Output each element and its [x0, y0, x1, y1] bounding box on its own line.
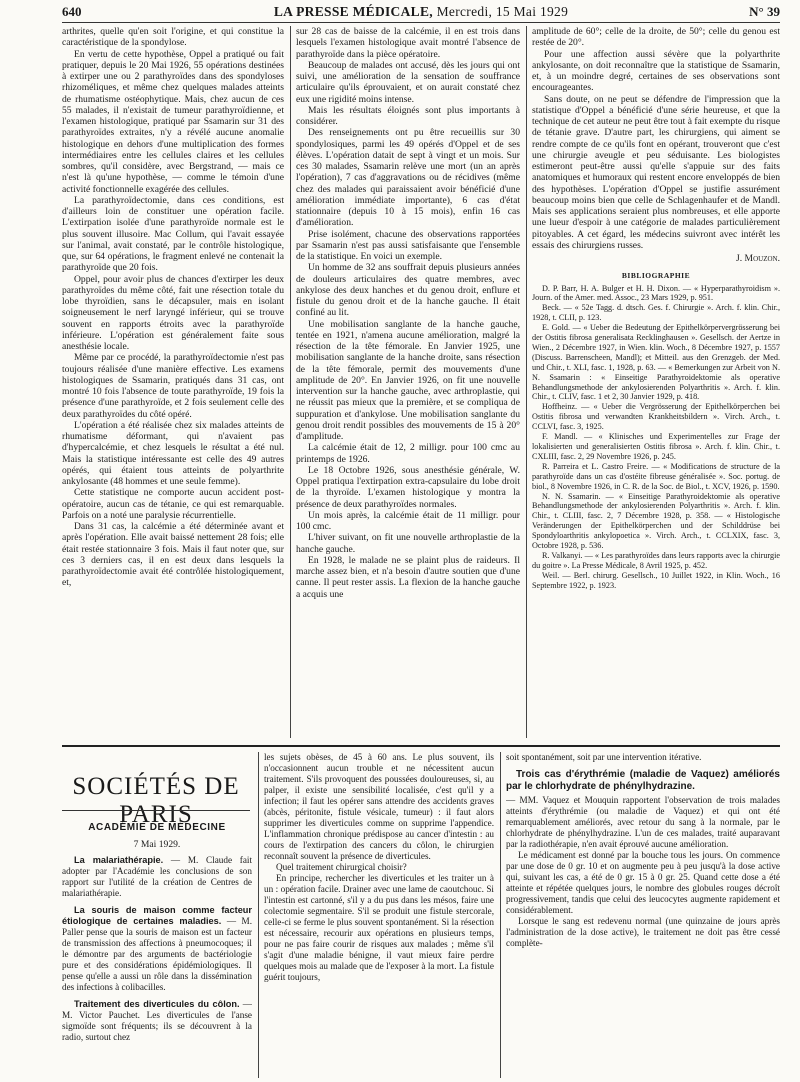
communication-title: La malariathérapie. [74, 854, 164, 865]
societes-column-3 [506, 752, 780, 1078]
paragraph: les sujets obèses, de 45 à 60 ans. Le plus souvent, ils n'occasionnent aucun trouble et ne nécessitent aucun traitement. S'ils provoquent des poussées douloureuses, si, au palper, il existe une sensibilité localisée, c'est qu'il y a infection; il faut les opérer sans attendre des accidents graves (abcès, péritonite, fistule vésicale, tumeur) : il faut alors supprimer les diverticules comme on supprime l'appendice. L'inflammation chronique prédispose au cancer d'intestin : au cours de l'extirpation des cancers du côlon, le chirurgien reconnaît souvent la présence de diverticules. [264, 752, 494, 861]
communication-item [62, 855, 252, 899]
paragraph: Beck. — « 52e Tagg. d. dtsch. Ges. f. Chirurgie ». Arch. f. klin. Chir., 1928, t. CLII, p. 123. [532, 303, 780, 323]
paragraph: La calcémie était de 12, 2 milligr. pour 100 cmc au printemps de 1926. [296, 442, 520, 465]
paragraph: Pour une affection aussi sévère que la polyarthrite ankylosante, on doit reconnaître que la statistique de Ssamarin, et, à un moindre degré, certaines de ses observations sont encourageantes. [532, 48, 780, 94]
paragraph: Beaucoup de malades ont accusé, dès les jours qui ont suivi, une amélioration de la sensation de souffrance articulaire qu'ils éprouvaient, et on aurait constaté chez eux une rigidité moins intense. [296, 59, 520, 105]
header-rule [62, 22, 780, 23]
page-number: 640 [62, 4, 82, 19]
paragraph: Weil. — Berl. chirurg. Gesellsch., 10 Juillet 1922, in Klin. Woch., 16 Septembre 1922, p. 1923. [532, 570, 780, 590]
paragraph: soit spontanément, soit par une intervention itérative. [506, 752, 702, 762]
communication-list [62, 855, 252, 1043]
communication-text: — M. Paller pense que la souris de maison est un facteur de transmission des affections à pneumocoques; il le démontre par des arguments de bactériologie pure et des considérations épidémiologiques. Il pense qu'elle a aussi un rôle dans la dissémination des infections à colibacilles. [62, 915, 252, 992]
paragraph: arthrites, quelle qu'en soit l'origine, et qui constitue la caractéristique de la spondylose. [62, 26, 284, 49]
paragraph: sur 28 cas de baisse de la calcémie, il en est trois dans lesquels l'examen histologique avait montré l'absence de parathyroïde dans la pièce opératoire. [296, 26, 520, 60]
paragraph: Des renseignements ont pu être recueillis sur 30 spondylosiques, parmi les 49 opérés d'Oppel et de ses élèves. L'opération datait de sept à vingt et un mois. Sur ces 30 malades, Ssamarin relève une mort (un an après l'opération), 7 cas d'aggravations ou de récidives (même chez des malades qui paraissaient avoir bénéficié d'une amélioration immédiate importante), 6 cas d'état stationnaire (depuis 10 à 15 mois), enfin 16 cas d'amélioration. [296, 127, 520, 229]
communication-item [62, 999, 252, 1043]
bibliography-list [532, 284, 780, 591]
paragraph: Mais les résultats éloignés sont plus importants à considérer. [296, 104, 520, 127]
communication-title: La souris de maison comme facteur étiologique de certaines maladies. [62, 904, 252, 926]
article-column-3 [532, 26, 780, 738]
journal-name: LA PRESSE MÉDICALE, [273, 4, 433, 19]
column-divider [258, 752, 259, 1078]
section-rule [62, 745, 780, 747]
paragraph: Un homme de 32 ans souffrait depuis plusieurs années de douleurs articulaires des quatre membres, avec ankylose des deux hanches et du genou droit, enflure et fistule du genou droit et de la hanche gauche. Il était confiné au lit. [296, 262, 520, 319]
paragraph: Hoffheinz. — « Ueber die Vergrösserung der Epithelkörperchen bei Ostitis fibrosa und verwandten Krankheitsbildern ». Virch. Arch., t. CCLVI, fasc. 3, 1925. [532, 402, 780, 432]
paragraph: Cette statistique ne comporte aucun accident post-opératoire, aucun cas de tétanie, ce qui est remarquable. Parfois on a noté une paralysie récurrentielle. [62, 487, 284, 521]
author-signature: J. Mouzon. [736, 253, 780, 264]
article-column-1 [62, 26, 284, 738]
issue-date: Mercredi, 15 Mai 1929 [432, 4, 569, 19]
paragraph: D. P. Barr, H. A. Bulger et H. H. Dixon. — « Hyperparathyroidism ». Journ. of the Amer. med. Assoc., 23 Mars 1929, p. 951. [532, 283, 780, 303]
paragraph: Sans doute, on ne peut se défendre de l'impression que la statistique d'Oppel a bénéficié d'une série heureuse, et que la technique de cet auteur ne peut être tout à fait exempte du risque de tétanie grave. D'autre part, les chirurgiens, qui aiment se rendre compte de ce qu'ils font en opérant, trouveront que c'est une chirurgie aveugle et peu séduisante. Les biologistes estimeront peut-être aussi qu'elle s'appuie sur des faits anatomiques et humoraux qui restent encore enveloppés de bien des hypothèses. L'opération d'Oppel se justifie assurément beaucoup moins bien que celle de Schlagenhaufer et de Mandl. Mais ses applications seraient plus nombreuses, et elle apporte une lueur d'espoir à une catégorie de malades particulièrement pitoyables. A cet égard, les médecins suivront avec intérêt les essais des chirurgiens russes. [532, 93, 780, 251]
paragraph: amplitude de 60°; celle de la droite, de 50°; celle du genou est restée de 20°. [532, 26, 780, 49]
title-rule [62, 810, 250, 811]
societes-column-1 [62, 822, 252, 1080]
communication-body [506, 795, 780, 949]
communication-text: — M. Claude fait adopter par l'Académie les conclusions de son rapport sur l'utilité de la création de Centres de malariathérapie. [62, 854, 252, 898]
journal-title [62, 4, 780, 20]
paragraph: Lorsque le sang est redevenu normal (une quinzaine de jours après l'administration de la dose active), le traitement ne doit pas être cessé complète- [506, 916, 780, 948]
column-divider [526, 26, 527, 738]
paragraph: En principe, rechercher les diverticules et les traiter un à un : opération facile. Drainer avec une lame de caoutchouc. Si l'intestin est cartonné, s'il y a du pus dans les mésos, faire une colectomie segmentaire. S'il se produit une fistule stercorale, celle-ci se ferme le plus souvent spontanément. Si la résection est nécessaire, recourir aux opérations en plusieurs temps, pour ne pas faire courir de risques aux malades ; même s'il s'agit d'une maladie bénigne, il vaut mieux faire perdre quelques mois au malade que de l'exposer à la mort. La fistule guérit toujours, [264, 873, 494, 982]
paragraph: La parathyroïdectomie, dans ces conditions, est d'ailleurs loin de constituer une opération facile. L'extirpation isolée d'une parathyroïde normale est le plus souvent illusoire. Mac Collum, qui l'avait essayée sur l'animal, avait constaté, par le contrôle histologique, que, sur 64 opérations, le fragment enlevé ne contenait la parathyroïde que 20 fois. [62, 194, 284, 274]
issue-number: N° 39 [749, 4, 780, 19]
paragraph: En vertu de cette hypothèse, Oppel a pratiqué ou fait pratiquer, depuis le 20 Mai 1926, 55 opérations destinées à extirper une ou 2 parathyroïdes dans des spondyloses rhizoméliques, et même chez quelques malades atteints de rhumatisme ostéophytique. Mais, chez aucun de ces 55 malades, il n'existait de tumeur parathyroïdienne, et l'examen histologique, pratiqué par Ssamarin sur 31 des parathyroïdes extraites, n'y a révélé aucune anomalie histologique en dehors d'une multiplication des formes intermédiaires entre les cellules claires et les cellules sombres, qu'il considère, avec Bergstrand, — mais ce n'est là qu'une hypothèse, — comme le témoin d'une activité fonctionnelle exagérée des cellules. [62, 48, 284, 195]
paragraph: F. Mandl. — « Klinisches und Experimentelles zur Frage der lokalisierten und generalisierten Ostitis fibrosa ». Arch. f. klin. Chir., t. CXLIII, fasc. 2, 29 Novembre 1926, p. 245. [532, 432, 780, 461]
article-conclusion [532, 26, 780, 251]
societes-column-2 [264, 752, 494, 1078]
communication-title: Trois cas d'érythrémie (maladie de Vaquez) améliorés par le chlorhydrate de phénylhydrazine. [506, 769, 780, 792]
paragraph: R. Parreira et L. Castro Freire. — « Modifications de structure de la parathyroïde dans un cas d'ostéite fibreuse généralisée ». Soc. portug. de biol., 8 Novembre 1926, in C. R. de la Soc. de Biol., t. XCV, 1926, p. 1590. [532, 461, 780, 491]
paragraph: L'opération a été réalisée chez six malades atteints de rhumatisme déformant, qui n'avaient pas d'hypercalcémie, et chez lesquels le résultat a été nul. Mais la statistique intéressante est celle des 49 autres opérés, qui étaient tous atteints de polyarthrite ankylosante (48 hommes et une seule femme). [62, 419, 284, 487]
paragraph: E. Gold. — « Ueber die Bedeutung der Epithelkörpervergrösserung bei der Ostitis fibrosa generalisata Recklinghausen ». Gesellsch. der Aertze in Wien., 2 Décembre 1927, in Wien. klin. Woch., 8 Décembre 1927, p. 1557 (Discuss. Barrenscheen, Mandl); et Mitteil. aus den Grenzgeb. der Med. und Chir., t. XLI, fasc. 1, 1928, p. 63. — « Bemerkungen zur Arbeit von N. N. Ssamarin : « Einseitige Parathyroidektomie als operative Behandlungsmethode der ankylosierenden Polyarthritis ». Arch. f. klin. Chir., t. CLIV, fasc. 1 et 2, 30 Janvier 1929, p. 418. [532, 323, 780, 402]
paragraph: — MM. Vaquez et Mouquin rapportent l'observation de trois malades atteints d'érythrémie (ou maladie de Vaquez) et qui ont été remarquablement améliorés, avec retour du sang à la normale, par le chlorhydrate de phénylhydrazine. L'un de ces malades, traité auparavant par la radiothérapie, n'en avait éprouvé aucune amélioration. [506, 795, 780, 849]
paragraph: Oppel, pour avoir plus de chances d'extirper les deux parathyroïdes du même côté, fait une résection totale du lobe thyroïdien, sans le décapsuler, mais en isolant soigneusement le nerf laryngé inférieur, qui se trouve souvent en rapports étroits avec la parathyroïde inférieure. L'opération est généralement faite sous anesthésie locale. [62, 273, 284, 352]
paragraph: Prise isolément, chacune des observations rapportées par Ssamarin n'est pas aussi satisfaisante que l'ensemble de la statistique. En voici un exemple. [296, 228, 520, 262]
paragraph: Dans 31 cas, la calcémie a été déterminée avant et après l'opération. Elle avait baissé nettement 28 fois; elle était restée stationnaire 3 fois. Mais il faut noter que, sur ces 3 derniers cas, il en est deux dans lesquels la parathyroïdectomie avait été contrôlée histologiquement, et, [62, 521, 284, 589]
column-divider [500, 752, 501, 1078]
article-column-2 [296, 26, 520, 738]
paragraph: L'hiver suivant, on fit une nouvelle arthroplastie de la hanche gauche. [296, 532, 520, 555]
paragraph: Une mobilisation sanglante de la hanche gauche, tentée en 1921, n'amena aucune amélioration, malgré la résection de la tête fémorale. En Janvier 1925, une mobilisation sanglante de la hanche droite, sans résection de la tête fémorale, permit des mouvements d'une amplitude de 20°. En Janvier 1926, on fit une nouvelle intervention sur la hanche gauche, avec arthroplastie, qui ne réussit pas mieux que la première, et se compliqua de suppuration et d'ankylose. Une mobilisation sanglante du genou droit rendit possibles des mouvements de 15 à 20° d'amplitude. [296, 318, 520, 442]
paragraph: Le 18 Octobre 1926, sous anesthésie générale, W. Oppel pratiqua l'extirpation extra-capsulaire du lobe droit de la thyroïde. L'examen histologique y montra la présence de deux parathyroïdes normales. [296, 464, 520, 510]
academy-heading: ACADÉMIE DE MÉDECINE [88, 822, 226, 833]
paragraph: Le médicament est donné par la bouche tous les jours. On commence par une dose de 0 gr. 10 et on augmente peu à peu jusqu'à la dose active qui, suivant les cas, a été de 0 gr. 15 à 0 gr. 25. Quand cette dose a été atteinte et répétée quelques jours, le nombre des globules rouges décroît progressivement, tandis que celui des leucocytes augmente rapidement et considérablement. [506, 850, 780, 915]
section-title: SOCIÉTÉS DE PARIS [72, 773, 240, 828]
paragraph: Un mois après, la calcémie était de 11 milligr. pour 100 cmc. [296, 509, 520, 532]
paragraph: En 1928, le malade ne se plaint plus de raideurs. Il marche assez bien, et n'a besoin d'autre soutien que d'une canne. Il peut rester assis. La flexion de la hanche gauche a acquis une [296, 554, 520, 600]
session-date: 7 Mai 1929. [133, 839, 181, 851]
column-divider [290, 26, 291, 738]
paragraph: Quel traitement chirurgical choisir? [276, 862, 407, 872]
paragraph: Même par ce procédé, la parathyroïdectomie n'est pas toujours réalisée d'une manière effective. Les examens histologiques de Ssamarin, pratiqués dans 31 cas, ont montré 10 fois l'absence de toute parathyroïde, 19 fois la présence d'une parathyroïde, et 2 fois seulement celle des deux parathyroïdes du côté opéré. [62, 352, 284, 420]
communication-title: Traitement des diverticules du côlon. [74, 998, 240, 1009]
page-header [62, 2, 780, 22]
communication-text: — M. Victor Pauchet. Les diverticules de l'anse sigmoïde sont fréquents; ils se découvrent à la radio, surtout chez [62, 998, 252, 1042]
bibliography-heading: BIBLIOGRAPHIE [621, 271, 691, 281]
communication-item [62, 905, 252, 993]
paragraph: N. N. Ssamarin. — « Einseitige Parathyroidektomie als operative Behandlungsmethode der ankylosierenden Polyarthritis ». Arch. f. klin. Chir., t. CLIII, fasc. 2, 7 Décembre 1928, p. 358. — « Histologische Veränderungen der Epithelkörperchen und der Schilddrüse bei Spondyloarthritis ankylopoetica ». Virch. Arch., t. CCLXIX, fasc. 3, Octobre 1928, p. 536. [532, 491, 780, 551]
paragraph: R. Valkanyi. — « Les parathyroïdes dans leurs rapports avec la chirurgie du goitre ». La Presse Médicale, 8 Avril 1925, p. 452. [532, 550, 780, 570]
